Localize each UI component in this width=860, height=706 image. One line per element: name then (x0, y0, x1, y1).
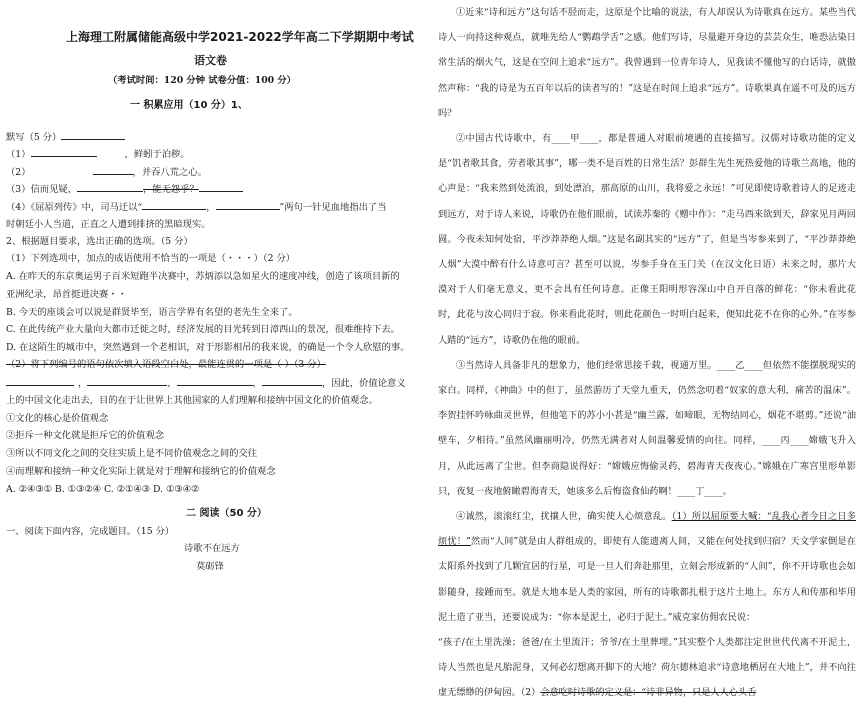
article-title: 诗歌不在远方 (184, 543, 240, 554)
struck-sentence: 会意吃时诗歌的定义是：“诗非异物，只是人人心头舌 (540, 687, 757, 699)
paragraph-4: ④诚然，滚滚红尘，扰攘人世，确实使人心烦意乱。（1）所以屈原要大喊：“乱我心者今日之日多烦忧！”然而“人间”就是由人群组成的，即使有人能遗离人间，又能在何处找到归宿？天文学家倒是在太阳系外找到了几颗宜居的行星，可是一旦人们奔赴那里，立刻会形成新的“人间”，你不开诗歌也会如影随身，接踵而至。就是大地本是人类的家园，所有的诗歌都扎根于这片土地上。东方人和传那和毕用泥土造了亚当，还要说成为：“你本是泥土，必归于泥土。”威克家仿佣农民说： (438, 511, 856, 623)
question-2-1: （1）下列选项中，加点的成语使用不恰当的一项是（・・・）（2 分） (6, 253, 296, 264)
question-2: 2、根据题目要求，选出正确的选项。（5 分） (6, 236, 193, 247)
option-b: B. 今天的座谈会可以说是群贤毕至，语言学界有名望的老先生全来了。 (6, 307, 298, 318)
sentence-2: ②拒斥一种文化就是拒斥它的价值观念 (6, 430, 165, 441)
question-marker-2: （2） (520, 687, 541, 699)
fill-passage-cont: 上的中国文化走出去，目的在于让世界上其他国家的人们理解和接纳中国文化的价值观念。 (6, 395, 378, 406)
exam-meta: （考试时间：120 分钟 试卷分值：100 分） (108, 75, 296, 86)
option-a: A. 在昨天的东京奥运男子百米短跑半决赛中，苏炳添以急如星火的速度冲线，创造了该项目新的 (6, 271, 400, 282)
sentence-3: ③所以不同文化之间的交往实质上是不同价值观念之间的交往 (6, 448, 258, 459)
question-2-2: （2）将下列编号的语句依次填入语段空白处，最能连贯的一项是（ ）（3 分） (6, 359, 326, 370)
dictation-2: （2） ，并吞八荒之心。 (6, 167, 207, 178)
paragraph-1: ①近来“诗和远方”这句话不胫而走，这原是个比喻的说法，有人却误认为诗歌真在远方。某些当代诗人一向持这种观点，就唯先给人“鹦鹉学舌”之感。他们写诗，尽量避开身边的芸芸众生，唯恐沾染日常生活的烟火气，这是在空间上追求“远方”。我曾遇到一位青年诗人，见我读不懂他写的白话诗，就傲然声称：“我的诗是为五百年以后的读者写的！”这是在时间上追求“远方”。诗歌果真在遥不可及的远方吗？ (438, 7, 856, 119)
exam-title: 上海理工附属储能高级中学2021-2022学年高二下学期期中考试 (66, 30, 414, 44)
option-a-cont: 亚洲纪录，昂首挺进决赛・・ (6, 289, 127, 300)
paragraph-2: ②中国古代诗歌中，有____甲____，都是普通人对眼前境遇的直接描写。汉儒对诗歌功能的定义是“饥者歌其食，劳者歌其事”，哪一类不是百姓的日常生活？彭群生先生死热爱他的诗歌兰高地，他的心声是：“我来然到处流浪，到处漂泊，那高原的山川，我将爱之永远！”可见即使诗歌着诗人的足迹走到远方，对于诗人来说，诗歌仍在他们眼前，试读苏秦的《赠中作》：“走马西来欲到天，辞家见月两回圆。今夜未知何处宿，平沙莽莽绝人烟。”这是名副其实的“远方”了，但是当岑参来到了，“平沙莽莽绝人烟”大漠中醉有什么诗意可言？甚至可以说，岑参手身在玉门关（在汉文化日语）未来之时，那片大漠对于人们毫无意义，更不会具有任何诗意。正像王阳明形容深山中自开自落的鲜花：“你未看此花时，此花与汝心同归于寂。你来看此花时，则此花颜色一时明白起来，便知此花不在你的心外。”在岑参人踏的“远方”，诗歌仍在他的眼前。 (438, 133, 856, 346)
answer-choices: A. ②④③① B. ①③②④ C. ②①④③ D. ①③④② (6, 484, 200, 495)
fill-passage: ， ， ， ，因此，价值论意义 (6, 376, 406, 390)
dictation-4: （4）《屈原列传》中，司马迁以“ ， ”两句一针见血地指出了当 (6, 202, 387, 213)
sentence-4: ④而理解和接纳一种文化实际上就是对于理解和接纳它的价值观念 (6, 466, 276, 477)
reading-intro: 一、阅读下面内容，完成题目。（15 分） (6, 526, 175, 537)
dictation-4-cont: 时朝廷小人当道，正直之人遭到排挤的黑暗现实。 (6, 219, 211, 230)
article-author: 莫砺锋 (196, 561, 224, 572)
paragraph-5: “孩子/在土里洗澡；爸爸/在土里流汗；爷爷/在土里葬埋。”其实整个人类都注定世世代代离不开泥土，诗人当然也是凡胎泥身，又何必幻想离开脚下的大地？荷尔德林追求“诗意地栖居在大地上”，并不向往虚无缥缈的伊甸园。（2）会意吃时诗歌的定义是：“诗非异物，只是人人心头舌 (438, 637, 856, 699)
article-body (438, 0, 856, 706)
paper-subtitle: 语文卷 (194, 54, 227, 67)
dictation-1: （1） ，鲜蚓于泊秽。 (6, 149, 190, 160)
option-d: D. 在这陌生的城市中，突然遇到一个老相识，对于形影相吊的我来说，的确是一个令人欣慰的事。 (6, 342, 410, 353)
paragraph-3: ③当然诗人具备非凡的想象力，他们经常思接千载，视通万里。____乙____但依然不能摆脱现实的家白。同样，《神曲》中的但丁，虽然游历了天堂九重天，仍然念叨着“奴家的意大利，痛苦的温床”。李贺挂怀吟咏曲灵世界，但他笔下的苏小小甚是“幽兰露，如啼眼，无物结同心，烟花不堪剪。”还说“油壁车，夕相待。”虽然风幽丽明冷，仍然无满者对人间温馨爱情的向往。同样，____丙____嫦娥飞升入月，从此远离了尘世。但李商隐说得好：“嫦娥应悔偷灵药，碧海青天夜夜心。”嫦娥在广寒宫里形单影只，夜复一夜地俯瞰碧海青天，她该多么后悔盗食仙药啊！____丁____。 (438, 359, 856, 497)
option-c: C. 在此传统产业大量向大都市迁徙之时，经济发展的目光转到日漳西山的景况，很难维持下去。 (6, 324, 400, 335)
section-2-heading: 二 阅读（50 分） (186, 508, 267, 519)
dictation-label: 默写（5 分） (6, 130, 125, 144)
sentence-1: ①文化的核心是价值观念 (6, 413, 109, 424)
section-1-heading: 一 积累应用（10 分）1、 (130, 100, 248, 111)
underlined-sentence-1: （1）所以屈原要大喊：“乱我心者今日之日多烦忧！” (438, 511, 856, 548)
dictation-3: （3）信而见疑， ，能无怨乎？ (6, 182, 243, 196)
